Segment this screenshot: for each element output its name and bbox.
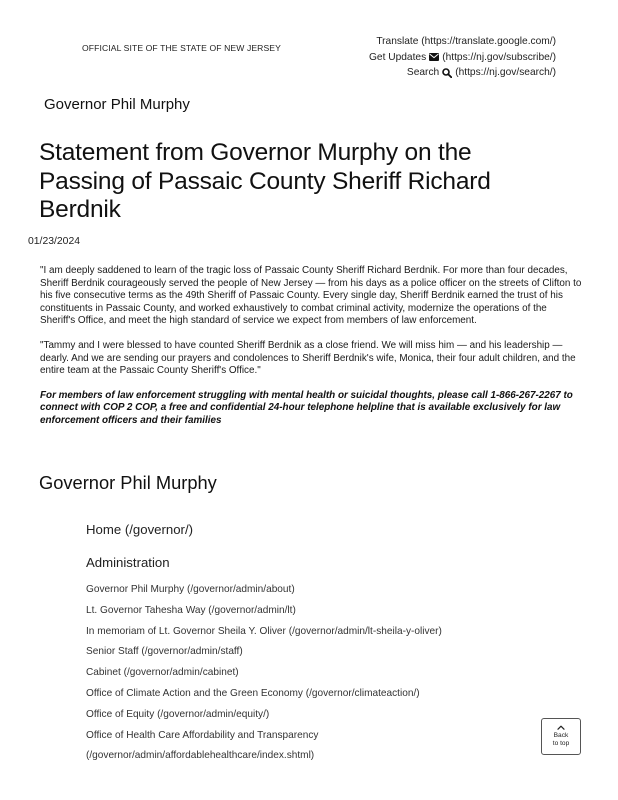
admin-link[interactable]: Senior Staff (/governor/admin/staff)	[86, 646, 243, 658]
footer-home-link[interactable]: Home (/governor/)	[86, 522, 194, 537]
site-brand[interactable]: Governor Phil Murphy	[44, 96, 190, 113]
admin-link[interactable]: Cabinet (/governor/admin/cabinet)	[86, 667, 239, 679]
publish-date: 01/23/2024	[28, 236, 81, 247]
get-updates-label: Get Updates	[368, 51, 427, 63]
get-updates-link[interactable]	[369, 50, 556, 66]
back-to-top-label: Back	[553, 732, 569, 739]
search-label: Search	[406, 67, 440, 78]
back-to-top-button[interactable]	[541, 718, 581, 755]
admin-link[interactable]: In memoriam of Lt. Governor Sheila Y. Oliver (/governor/admin/lt-sheila-y-oliver)	[86, 625, 442, 637]
helpline-note: For members of law enforcement struggling with mental health or suicidal thoughts, please call 1-866-267-2267 to connect with COP 2 COP, a free and confidential 24-hour telephone helpline that is available exclusively for law enforcement officers and their families	[40, 389, 573, 426]
article-paragraph: "Tammy and I were blessed to have counted Sheriff Berdnik as a close friend. We will miss him — and his leadership — dearly. And we are sending our prayers and condolences to Sheriff Berdnik's wife, Monica, their four adult children, and the entire team at the Passaic County Sheriff's Office."	[40, 339, 576, 377]
translate-label: Translate (https://translate.google.com/)	[376, 36, 556, 47]
translate-link[interactable]	[369, 34, 556, 50]
search-url: (https://nj.gov/search/)	[455, 67, 556, 78]
admin-link[interactable]: Lt. Governor Tahesha Way (/governor/admin/lt)	[86, 604, 296, 616]
page-title: Statement from Governor Murphy on the Passing of Passaic County Sheriff Richard Berdnik	[39, 139, 491, 223]
admin-link[interactable]: Office of Equity (/governor/admin/equity/)	[86, 708, 270, 720]
administration-links	[86, 583, 442, 770]
admin-link[interactable]: Office of Climate Action and the Green Economy (/governor/climateaction/)	[86, 687, 420, 699]
admin-link[interactable]: Governor Phil Murphy (/governor/admin/about)	[86, 584, 295, 595]
article-body	[40, 265, 582, 440]
get-updates-url: (https://nj.gov/subscribe/)	[442, 51, 556, 63]
search-icon	[442, 68, 452, 78]
footer-title: Governor Phil Murphy	[39, 472, 217, 493]
chevron-up-icon	[557, 725, 565, 730]
footer-administration-heading[interactable]: Administration	[86, 555, 170, 570]
admin-link[interactable]: Office of Health Care Affordability and Transparency	[86, 729, 319, 741]
official-site-banner: OFFICIAL SITE OF THE STATE OF NEW JERSEY	[82, 43, 281, 53]
admin-link-continued[interactable]: (/governor/admin/affordablehealthcare/index.shtml)	[86, 750, 315, 762]
utility-links	[369, 34, 556, 81]
article-paragraph: "I am deeply saddened to learn of the tragic loss of Passaic County Sheriff Richard Berdnik. For more than four decades, Sheriff Berdnik courageously served the people of New Jersey — from his days as a police officer on the streets of Clifton to his five consecutive terms as the 49th Sheriff of Passaic County. Every single day, Sheriff Berdnik earned the trust of his constituents in Passaic County, and worked exhaustively to combat criminal activity, modernize the operations of the Sheriff's Office, and meet the high standard of service we expect from members of law enforcement.	[40, 265, 582, 327]
envelope-icon	[429, 53, 439, 61]
back-to-top-label: to top	[552, 739, 570, 747]
search-link[interactable]	[369, 65, 556, 81]
